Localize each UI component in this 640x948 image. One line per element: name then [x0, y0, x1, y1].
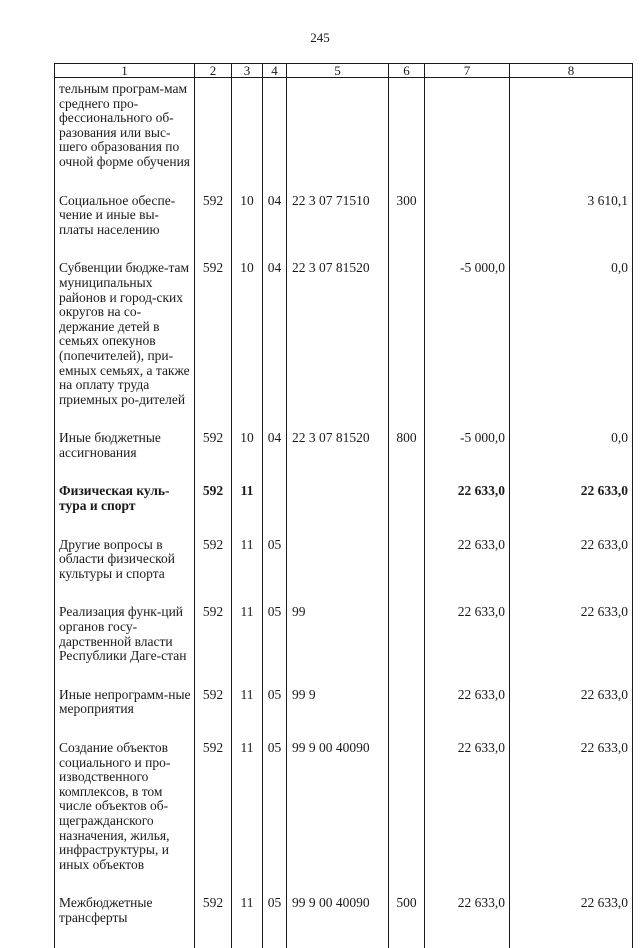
row-target-article-cell [287, 484, 389, 537]
row-amount-change-cell: 22 633,0 [425, 896, 510, 948]
row-section-cell: 11 [232, 741, 263, 896]
row-code-cell: 592 [195, 896, 232, 948]
row-subsection-cell [263, 484, 287, 537]
row-target-article-cell: 99 9 00 40090 [287, 741, 389, 896]
row-target-article-cell: 22 3 07 81520 [287, 431, 389, 484]
row-section-cell [232, 78, 263, 194]
row-amount-change-cell [425, 194, 510, 262]
table-row [55, 78, 633, 194]
row-expense-type-cell: 800 [389, 431, 425, 484]
table-row [55, 194, 633, 262]
table-body [55, 78, 633, 948]
row-name-cell: тельным програм-мам среднего про-фессионального об-разования или выс-шего образования по очной форме обучения [55, 78, 195, 194]
row-subsection-cell: 05 [263, 605, 287, 687]
table-row [55, 484, 633, 537]
row-subsection-cell: 04 [263, 194, 287, 262]
table-row [55, 431, 633, 484]
row-target-article-cell [287, 78, 389, 194]
row-code-cell [195, 78, 232, 194]
row-amount-total-cell: 22 633,0 [510, 896, 633, 948]
row-amount-change-cell: 22 633,0 [425, 484, 510, 537]
table-row [55, 538, 633, 606]
row-section-cell: 10 [232, 194, 263, 262]
row-code-cell: 592 [195, 741, 232, 896]
page-number: 245 [0, 30, 640, 46]
row-amount-change-cell: -5 000,0 [425, 431, 510, 484]
row-amount-total-cell: 0,0 [510, 261, 633, 431]
row-amount-change-cell: 22 633,0 [425, 741, 510, 896]
row-section-cell: 10 [232, 261, 263, 431]
row-section-cell: 11 [232, 896, 263, 948]
row-code-cell: 592 [195, 484, 232, 537]
header-col-2: 2 [195, 64, 232, 78]
row-code-cell: 592 [195, 605, 232, 687]
row-amount-total-cell: 22 633,0 [510, 688, 633, 741]
row-target-article-cell: 22 3 07 81520 [287, 261, 389, 431]
row-name-cell: Физическая куль-тура и спорт [55, 484, 195, 537]
row-subsection-cell: 05 [263, 688, 287, 741]
budget-table [54, 63, 633, 948]
row-subsection-cell [263, 78, 287, 194]
row-subsection-cell: 05 [263, 741, 287, 896]
row-section-cell: 11 [232, 688, 263, 741]
row-target-article-cell: 99 [287, 605, 389, 687]
row-subsection-cell: 05 [263, 538, 287, 606]
row-amount-total-cell [510, 78, 633, 194]
row-amount-change-cell: 22 633,0 [425, 688, 510, 741]
row-expense-type-cell: 500 [389, 896, 425, 948]
row-section-cell: 11 [232, 538, 263, 606]
row-amount-change-cell: -5 000,0 [425, 261, 510, 431]
header-col-4: 4 [263, 64, 287, 78]
header-col-6: 6 [389, 64, 425, 78]
table-row [55, 605, 633, 687]
table-row [55, 741, 633, 896]
table-header [55, 64, 633, 78]
row-amount-change-cell: 22 633,0 [425, 538, 510, 606]
row-name-cell: Иные бюджетные ассигнования [55, 431, 195, 484]
row-amount-total-cell: 3 610,1 [510, 194, 633, 262]
row-name-cell: Иные непрограмм-ные мероприятия [55, 688, 195, 741]
row-section-cell: 11 [232, 605, 263, 687]
row-target-article-cell: 99 9 00 40090 [287, 896, 389, 948]
row-section-cell: 11 [232, 484, 263, 537]
row-expense-type-cell [389, 484, 425, 537]
table-row [55, 261, 633, 431]
table-row [55, 688, 633, 741]
row-section-cell: 10 [232, 431, 263, 484]
row-amount-change-cell [425, 78, 510, 194]
row-name-cell: Реализация функ-ций органов госу-дарственной власти Республики Даге-стан [55, 605, 195, 687]
row-name-cell: Субвенции бюдже-там муниципальных районов и город-ских округов на со-держание детей в семьях опекунов (попечителей), при-емных семьях, а также на оплату труда приемных ро-дителей [55, 261, 195, 431]
row-subsection-cell: 04 [263, 431, 287, 484]
row-amount-total-cell: 22 633,0 [510, 538, 633, 606]
row-code-cell: 592 [195, 194, 232, 262]
row-target-article-cell [287, 538, 389, 606]
header-col-8: 8 [510, 64, 633, 78]
row-amount-total-cell: 22 633,0 [510, 741, 633, 896]
header-col-3: 3 [232, 64, 263, 78]
header-col-5: 5 [287, 64, 389, 78]
row-amount-total-cell: 22 633,0 [510, 484, 633, 537]
row-code-cell: 592 [195, 538, 232, 606]
row-code-cell: 592 [195, 688, 232, 741]
row-name-cell: Межбюджетные трансферты [55, 896, 195, 948]
budget-table-container [54, 63, 632, 948]
row-expense-type-cell: 300 [389, 194, 425, 262]
row-expense-type-cell [389, 741, 425, 896]
row-subsection-cell: 04 [263, 261, 287, 431]
header-col-7: 7 [425, 64, 510, 78]
row-name-cell: Другие вопросы в области физической культуры и спорта [55, 538, 195, 606]
row-code-cell: 592 [195, 261, 232, 431]
header-row [55, 64, 633, 78]
table-row [55, 896, 633, 948]
row-name-cell: Социальное обеспе-чение и иные вы-платы населению [55, 194, 195, 262]
row-target-article-cell: 99 9 [287, 688, 389, 741]
row-code-cell: 592 [195, 431, 232, 484]
row-subsection-cell: 05 [263, 896, 287, 948]
row-amount-change-cell: 22 633,0 [425, 605, 510, 687]
row-target-article-cell: 22 3 07 71510 [287, 194, 389, 262]
row-expense-type-cell [389, 538, 425, 606]
row-name-cell: Создание объектов социального и про-изводственного комплексов, в том числе объектов об-щегражданского назначения, жилья, инфраструктуры, и иных объектов [55, 741, 195, 896]
row-expense-type-cell [389, 605, 425, 687]
row-expense-type-cell [389, 261, 425, 431]
header-col-1: 1 [55, 64, 195, 78]
row-amount-total-cell: 0,0 [510, 431, 633, 484]
row-expense-type-cell [389, 688, 425, 741]
row-amount-total-cell: 22 633,0 [510, 605, 633, 687]
row-expense-type-cell [389, 78, 425, 194]
